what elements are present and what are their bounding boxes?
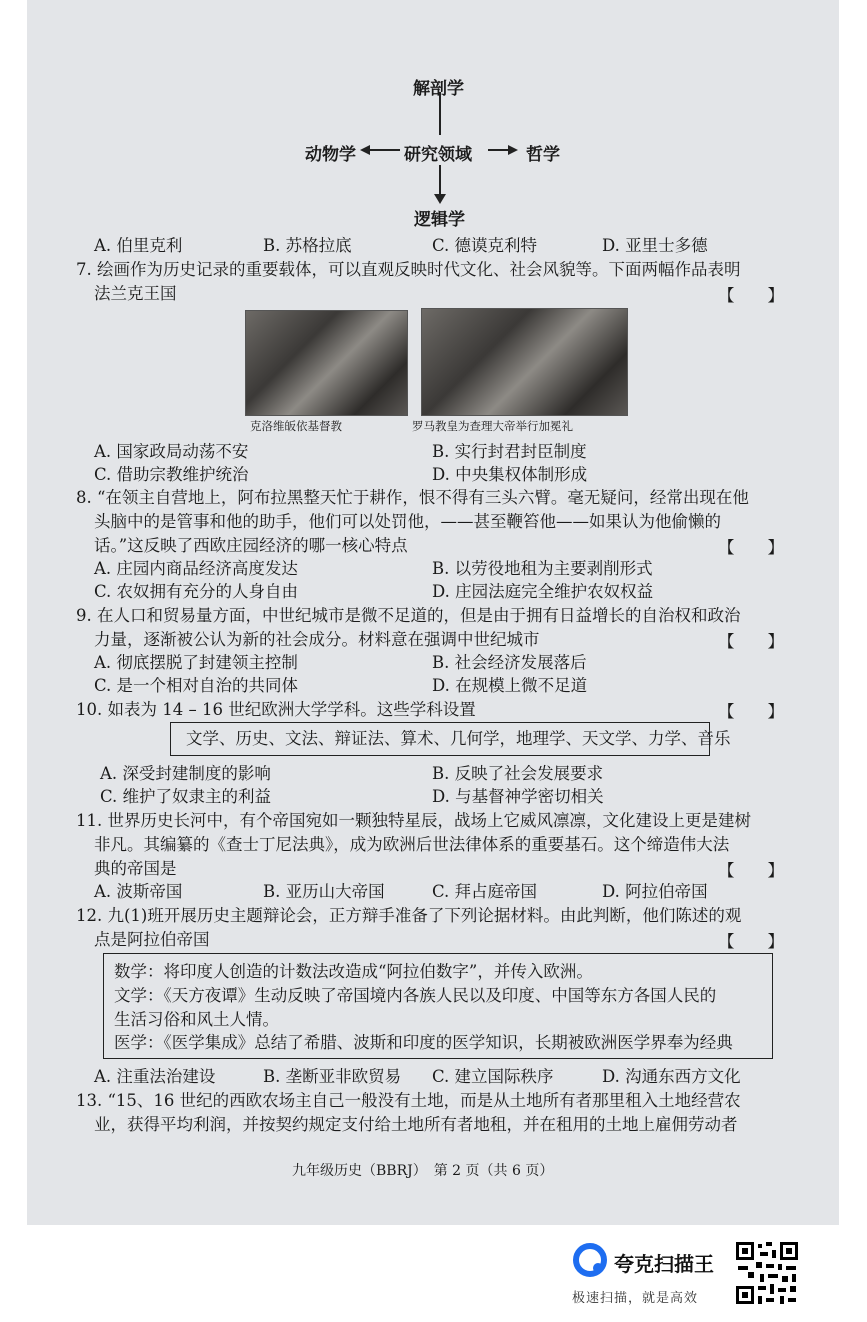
q12-option-b: B. 垄断亚非欧贸易 [263, 1067, 402, 1086]
watermark-brand: 夸克扫描王 [614, 1252, 714, 1276]
q11-option-a: A. 波斯帝国 [94, 882, 183, 901]
q13-stem-line1: 13. “15、16 世纪的西欧农场主自己一般没有土地，而是从土地所有者那里租入土地经营农 [76, 1091, 741, 1110]
page-footer: 九年级历史（BBRJ） 第 2 页（共 6 页） [292, 1163, 554, 1179]
q8-option-a: A. 庄园内商品经济高度发达 [94, 559, 298, 578]
q10-subject-list: 文学、历史、文法、辩证法、算术、几何学，地理学、天文学、力学、音乐 [186, 729, 731, 748]
diagram-left: 动物学 [305, 145, 356, 165]
q8-stem-line1: 8. “在领主自营地上，阿布拉黑整天忙于耕作，恨不得有三头六臂。毫无疑问，经常出现在他 [76, 488, 749, 507]
q13-stem-line2: 业，获得平均利润，并按契约规定支付给土地所有者地租，并在租用的土地上雇佣劳动者 [94, 1115, 738, 1134]
q9-option-d: D. 在规模上微不足道 [432, 676, 588, 695]
quark-logo-icon [572, 1242, 608, 1278]
q9-option-c: C. 是一个相对自治的共同体 [94, 676, 299, 695]
q10-option-b: B. 反映了社会发展要求 [432, 764, 604, 783]
q12-material-medicine: 医学：《医学集成》总结了希腊、波斯和印度的医学知识，长期被欧洲医学界奉为经典 [114, 1033, 733, 1052]
q7-stem-line1: 7. 绘画作为历史记录的重要载体，可以直观反映时代文化、社会风貌等。下面两幅作品表明 [76, 260, 741, 279]
q12-stem-line2: 点是阿拉伯帝国 [94, 930, 210, 949]
q8-stem-line3: 话。”这反映了西欧庄园经济的哪一核心特点 [94, 536, 408, 555]
q7-option-d: D. 中央集权体制形成 [432, 465, 588, 484]
q12-option-d: D. 沟通东西方文化 [602, 1067, 741, 1086]
q8-stem-line2: 头脑中的是管事和他的助手，他们可以处罚他，——甚至鞭笞他——如果认为他偷懒的 [94, 512, 721, 531]
q10-stem: 10. 如表为 14 – 16 世纪欧洲大学学科。这些学科设置 [76, 700, 476, 719]
q8-answer-bracket: 【 】 [718, 538, 784, 557]
q11-answer-bracket: 【 】 [718, 861, 784, 880]
q7-answer-bracket: 【 】 [718, 286, 784, 305]
q9-answer-bracket: 【 】 [718, 632, 784, 651]
q9-stem-line1: 9. 在人口和贸易量方面，中世纪城市是微不足道的，但是由于拥有日益增长的自治权和政治 [76, 606, 741, 625]
q7-stem-line2: 法兰克王国 [94, 284, 177, 303]
q6-option-a: A. 伯里克利 [94, 236, 183, 255]
q10-option-a: A. 深受封建制度的影响 [100, 764, 271, 783]
q6-option-c: C. 德谟克利特 [432, 236, 538, 255]
q11-option-d: D. 阿拉伯帝国 [602, 882, 708, 901]
q9-option-a: A. 彻底摆脱了封建领主控制 [94, 653, 298, 672]
q8-option-d: D. 庄园法庭完全维护农奴权益 [432, 582, 654, 601]
diagram-right: 哲学 [526, 145, 560, 165]
caption-charlemagne: 罗马教皇为查理大帝举行加冕礼 [412, 419, 573, 433]
q7-option-a: A. 国家政局动荡不安 [94, 442, 249, 461]
q12-option-a: A. 注重法治建设 [94, 1067, 216, 1086]
painting-charlemagne-coronation [421, 308, 628, 416]
q12-option-c: C. 建立国际秩序 [432, 1067, 554, 1086]
q12-stem-line1: 12. 九(1)班开展历史主题辩论会，正方辩手准备了下列论据材料。由此判断，他们陈述的观 [76, 906, 742, 925]
q8-option-c: C. 农奴拥有充分的人身自由 [94, 582, 299, 601]
q11-option-c: C. 拜占庭帝国 [432, 882, 538, 901]
diagram-bottom: 逻辑学 [414, 210, 465, 230]
q11-stem-line3: 典的帝国是 [94, 859, 177, 878]
caption-clovis: 克洛维皈依基督教 [250, 419, 342, 433]
q12-material-literature-1: 文学：《天方夜谭》生动反映了帝国境内各族人民以及印度、中国等东方各国人民的 [114, 986, 717, 1005]
q12-material-math: 数学：将印度人创造的计数法改造成“阿拉伯数字”，并传入欧洲。 [114, 962, 593, 981]
q11-stem-line1: 11. 世界历史长河中，有个帝国宛如一颗独特星辰，战场上它威风凛凛，文化建设上更是建树 [76, 811, 751, 830]
watermark-slogan: 极速扫描，就是高效 [572, 1291, 699, 1306]
q12-answer-bracket: 【 】 [718, 932, 784, 951]
qr-code-icon [734, 1240, 800, 1306]
q6-option-d: D. 亚里士多德 [602, 236, 708, 255]
q6-option-b: B. 苏格拉底 [263, 236, 352, 255]
q7-option-b: B. 实行封君封臣制度 [432, 442, 587, 461]
q8-option-b: B. 以劳役地租为主要剥削形式 [432, 559, 653, 578]
q12-material-literature-2: 生活习俗和风土人情。 [114, 1010, 279, 1029]
q10-option-c: C. 维护了奴隶主的利益 [100, 787, 272, 806]
q7-option-c: C. 借助宗教维护统治 [94, 465, 249, 484]
q10-option-d: D. 与基督神学密切相关 [432, 787, 604, 806]
q11-option-b: B. 亚历山大帝国 [263, 882, 385, 901]
diagram-center: 研究领域 [404, 145, 472, 165]
diagram-top: 解剖学 [413, 79, 464, 99]
q9-stem-line2: 力量，逐渐被公认为新的社会成分。材料意在强调中世纪城市 [94, 630, 540, 649]
q9-option-b: B. 社会经济发展落后 [432, 653, 587, 672]
q10-answer-bracket: 【 】 [718, 702, 784, 721]
painting-clovis [245, 310, 408, 416]
q11-stem-line2: 非凡。其编纂的《查士丁尼法典》，成为欧洲后世法律体系的重要基石。这个缔造伟大法 [94, 835, 730, 854]
